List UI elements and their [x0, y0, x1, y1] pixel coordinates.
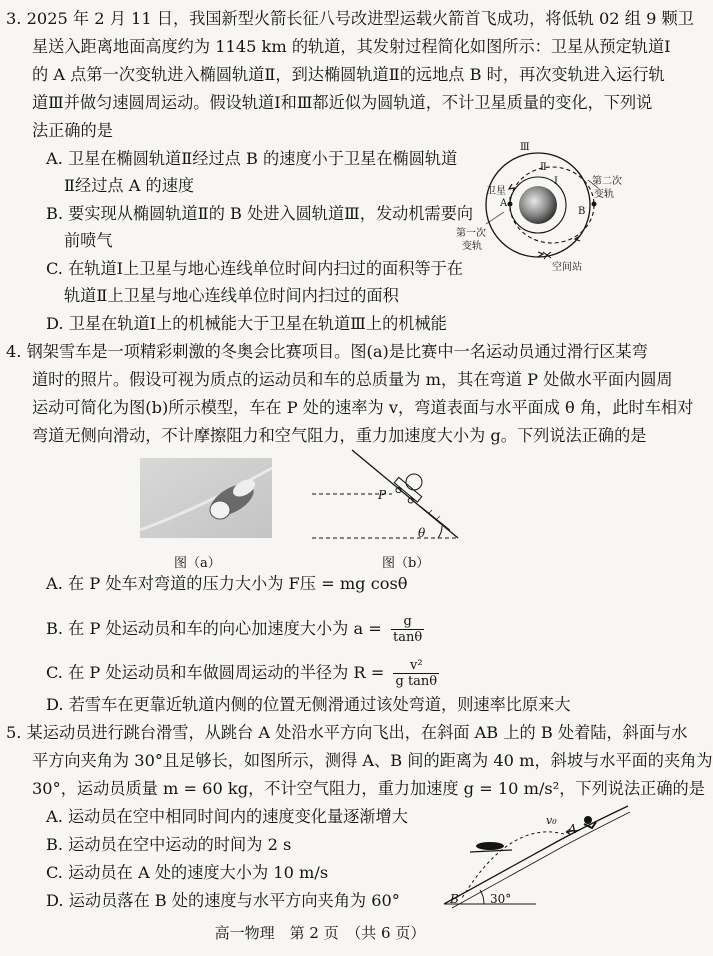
- track-surface: [352, 450, 458, 538]
- q3-option-b-line2: 前喷气: [64, 231, 113, 250]
- caption-a: 图（a）: [174, 556, 221, 571]
- q3-line-5: 法正确的是: [32, 121, 113, 140]
- ski-jump-diagram: [440, 800, 632, 912]
- q3-line-3: 的 A 点第一次变轨进入椭圆轨道Ⅱ，到达椭圆轨道Ⅱ的远地点 B 时，再次变轨进入运行轨: [32, 65, 665, 84]
- q4-line-3: 运动可简化为图(b)所示模型，车在 P 处的速率为 v，弯道表面与水平面成 θ 角，此时车相对: [32, 398, 694, 417]
- orbit-2-label: Ⅱ: [540, 162, 547, 173]
- q5-option-a: A. 运动员在空中相同时间内的速度变化量逐渐增大: [46, 807, 408, 826]
- q4-option-c-text: C. 在 P 处运动员和车做圆周运动的半径为 R =: [46, 663, 385, 682]
- figure-a-photo: [140, 458, 272, 538]
- figure-b-model: [310, 448, 460, 548]
- q5-option-d: D. 运动员落在 B 处的速度与水平方向夹角为 60°: [46, 891, 400, 910]
- q4-option-b: [46, 614, 424, 645]
- q5-option-b: B. 运动员在空中运动的时间为 2 s: [46, 835, 292, 854]
- q4-line-1: 4. 钢架雪车是一项精彩刺激的冬奥会比赛项目。图(a)是比赛中一名运动员通过滑行区某弯: [6, 342, 648, 361]
- point-b-label: B: [450, 892, 459, 906]
- flight-trajectory: [462, 832, 564, 898]
- q4-option-b-denominator: tanθ: [393, 630, 423, 645]
- point-a-label: A: [500, 198, 508, 209]
- point-p-label: P: [378, 488, 387, 502]
- q3-option-a-line2: Ⅱ经过点 A 的速度: [64, 176, 195, 195]
- q4-option-b-text: B. 在 P 处运动员和车的向心加速度大小为 a =: [46, 619, 382, 638]
- q3-option-c-line1: C. 在轨道Ⅰ上卫星与地心连线单位时间内扫过的面积等于在: [46, 259, 463, 278]
- q3-option-b-line1: B. 要实现从椭圆轨道Ⅱ的 B 处进入圆轨道Ⅲ，发动机需要向: [46, 204, 474, 223]
- point-a-label: A: [568, 822, 577, 836]
- skier-in-air-icon: [476, 842, 504, 850]
- second-change-label-2: 变轨: [594, 189, 614, 200]
- point-b-label: B: [578, 206, 586, 217]
- q4-option-c-numerator: v²: [393, 658, 439, 674]
- satellite-label: 卫星: [486, 186, 506, 197]
- q4-option-c-fraction: [393, 658, 439, 689]
- q5-line-3: 30°，运动员质量 m = 60 kg，不计空气阻力，重力加速度 g = 10 m/s²，下列说法正确的是: [32, 779, 705, 798]
- q5-line-2: 平方向夹角为 30°且足够长，如图所示，测得 A、B 间的距离为 40 m，斜坡与水平面的夹角为: [32, 751, 713, 770]
- page-footer: 高一物理 第 2 页 （共 6 页）: [214, 924, 426, 942]
- orbit-3-label: Ⅲ: [520, 142, 530, 153]
- point-b-marker: [592, 202, 597, 207]
- caption-b: 图（b）: [382, 556, 430, 571]
- ski-jump-figure: [440, 800, 632, 912]
- q4-line-4: 弯道无侧向滑动，不计摩擦阻力和空气阻力，重力加速度大小为 g。下列说法正确的是: [32, 426, 647, 445]
- q3-option-a-line1: A. 卫星在椭圆轨道Ⅱ经过点 B 的速度小于卫星在椭圆轨道: [46, 149, 458, 168]
- q3-line-2: 星送入距离地面高度约为 1145 km 的轨道，其发射过程简化如图所示：卫星从预定轨道Ⅰ: [32, 37, 671, 56]
- earth: [519, 186, 557, 224]
- skier-at-a-icon: [584, 816, 592, 824]
- q4-option-a: A. 在 P 处车对弯道的压力大小为 F压 = mg cosθ: [46, 574, 408, 593]
- v0-label: v₀: [546, 814, 557, 827]
- sled-photo: [140, 458, 272, 538]
- q5-line-1: 5. 某运动员进行跳台滑雪，从跳台 A 处沿水平方向飞出，在斜面 AB 上的 B 处着陆，斜面与水: [6, 723, 688, 742]
- orbit-diagram: [448, 140, 628, 275]
- q4-option-b-numerator: g: [391, 614, 424, 630]
- q5-option-c: C. 运动员在 A 处的速度大小为 10 m/s: [46, 863, 329, 882]
- angle-arc: [438, 526, 442, 538]
- station-label: 空间站: [552, 262, 582, 273]
- orbit-1-label: Ⅰ: [554, 176, 558, 187]
- q4-line-2: 道时的照片。假设可视为质点的运动员和车的总质量为 m，其在弯道 P 处做水平面内圆周: [32, 370, 673, 389]
- first-change-label-2: 变轨: [462, 241, 482, 252]
- slope-angle-label: 30°: [490, 892, 512, 906]
- q3-option-d: D. 卫星在轨道Ⅰ上的机械能大于卫星在轨道Ⅲ上的机械能: [46, 314, 447, 333]
- theta-label: θ: [418, 526, 426, 540]
- first-change-label-1: 第一次: [456, 228, 486, 239]
- q4-option-b-fraction: [391, 614, 424, 645]
- q3-option-c-line2: 轨道Ⅱ上卫星与地心连线单位时间内扫过的面积: [64, 286, 399, 305]
- orbit-figure: [448, 140, 628, 275]
- q4-option-c: [46, 658, 439, 689]
- q4-option-c-denominator: g tanθ: [395, 674, 438, 689]
- second-change-label-1: 第二次: [592, 176, 622, 187]
- slope-line: [444, 806, 628, 904]
- q3-line-1: 3. 2025 年 2 月 11 日，我国新型火箭长征八号改进型运载火箭首飞成功，将低轨 02 组 9 颗卫: [6, 9, 694, 28]
- q3-line-4: 道Ⅲ并做匀速圆周运动。假设轨道Ⅰ和Ⅲ都近似为圆轨道，不计卫星质量的变化，下列说: [32, 93, 653, 112]
- q4-option-d: D. 若雪车在更靠近轨道内侧的位置无侧滑通过该处弯道，则速率比原来大: [46, 695, 571, 714]
